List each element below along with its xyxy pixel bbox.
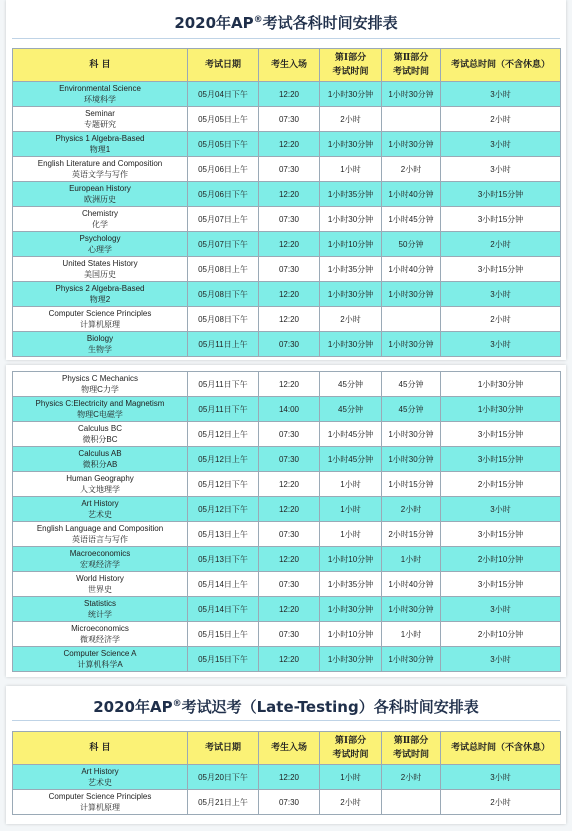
total-duration-cell: 1小时30分钟 bbox=[441, 397, 561, 422]
part1-duration-cell: 1小时30分钟 bbox=[320, 132, 382, 157]
part2-duration-cell: 1小时30分钟 bbox=[382, 647, 441, 672]
total-duration-cell: 3小时 bbox=[441, 332, 561, 357]
part2-duration-cell: 1小时45分钟 bbox=[382, 207, 441, 232]
entry-time-cell: 12:20 bbox=[259, 82, 320, 107]
part2-duration-cell: 1小时40分钟 bbox=[382, 572, 441, 597]
total-duration-cell: 3小时15分钟 bbox=[441, 207, 561, 232]
date-cell: 05月11日下午 bbox=[188, 397, 259, 422]
subject-chinese: 化学 bbox=[92, 220, 108, 229]
total-duration-cell: 3小时 bbox=[441, 82, 561, 107]
subject-cell bbox=[13, 282, 188, 307]
part2-duration-cell: 1小时30分钟 bbox=[382, 597, 441, 622]
header-subject: 科 目 bbox=[13, 732, 188, 765]
table-row bbox=[13, 82, 561, 107]
subject-chinese: 计算机原理 bbox=[80, 803, 120, 812]
part1-duration-cell: 1小时35分钟 bbox=[320, 182, 382, 207]
part2-duration-cell: 1小时40分钟 bbox=[382, 182, 441, 207]
subject-english: Environmental Science bbox=[59, 84, 141, 93]
header-date: 考试日期 bbox=[188, 49, 259, 82]
table-row bbox=[13, 182, 561, 207]
subject-english: Chemistry bbox=[81, 209, 118, 218]
subject-cell bbox=[13, 157, 188, 182]
date-cell: 05月20日下午 bbox=[188, 765, 259, 790]
entry-time-cell: 07:30 bbox=[259, 447, 320, 472]
table-body-main bbox=[13, 82, 561, 357]
subject-english: Seminar bbox=[85, 109, 115, 118]
part2-duration-cell: 1小时30分钟 bbox=[382, 447, 441, 472]
table-row bbox=[13, 282, 561, 307]
subject-cell bbox=[13, 182, 188, 207]
part2-duration-cell: 1小时30分钟 bbox=[382, 282, 441, 307]
date-cell: 05月15日下午 bbox=[188, 647, 259, 672]
subject-cell bbox=[13, 232, 188, 257]
subject-cell bbox=[13, 422, 188, 447]
part2-duration-cell: 1小时30分钟 bbox=[382, 422, 441, 447]
subject-english: Art History bbox=[81, 499, 119, 508]
subject-chinese: 微积分AB bbox=[82, 460, 118, 469]
header-part2: 第Ⅱ部分 考试时间 bbox=[382, 49, 441, 82]
entry-time-cell: 12:20 bbox=[259, 232, 320, 257]
table-row bbox=[13, 522, 561, 547]
total-duration-cell: 3小时 bbox=[441, 765, 561, 790]
entry-time-cell: 12:20 bbox=[259, 547, 320, 572]
part1-duration-cell: 1小时 bbox=[320, 522, 382, 547]
subject-chinese: 环境科学 bbox=[84, 95, 116, 104]
subject-english: Microeconomics bbox=[71, 624, 129, 633]
subject-chinese: 美国历史 bbox=[84, 270, 116, 279]
subject-english: Computer Science Principles bbox=[48, 309, 152, 318]
subject-cell bbox=[13, 597, 188, 622]
date-cell: 05月11日上午 bbox=[188, 332, 259, 357]
date-cell: 05月12日上午 bbox=[188, 447, 259, 472]
table-row bbox=[13, 372, 561, 397]
subject-cell bbox=[13, 447, 188, 472]
table-row bbox=[13, 132, 561, 157]
part2-duration-cell: 2小时15分钟 bbox=[382, 522, 441, 547]
table-row bbox=[13, 497, 561, 522]
entry-time-cell: 07:30 bbox=[259, 572, 320, 597]
table-row bbox=[13, 622, 561, 647]
part1-duration-cell: 1小时30分钟 bbox=[320, 282, 382, 307]
table-row bbox=[13, 472, 561, 497]
part1-duration-cell: 1小时10分钟 bbox=[320, 622, 382, 647]
part1-duration-cell: 1小时10分钟 bbox=[320, 547, 382, 572]
date-cell: 05月11日下午 bbox=[188, 372, 259, 397]
table-row bbox=[13, 547, 561, 572]
part1-duration-cell: 2小时 bbox=[320, 790, 382, 815]
subject-cell bbox=[13, 547, 188, 572]
header-part2: 第Ⅱ部分 考试时间 bbox=[382, 732, 441, 765]
late-table-body bbox=[13, 765, 561, 815]
date-cell: 05月14日上午 bbox=[188, 572, 259, 597]
subject-english: Human Geography bbox=[66, 474, 134, 483]
subject-cell bbox=[13, 522, 188, 547]
date-cell: 05月06日下午 bbox=[188, 182, 259, 207]
table-body-continued bbox=[13, 372, 561, 672]
header-total: 考试总时间（不含休息） bbox=[441, 732, 561, 765]
entry-time-cell: 12:20 bbox=[259, 597, 320, 622]
date-cell: 05月15日上午 bbox=[188, 622, 259, 647]
date-cell: 05月08日下午 bbox=[188, 282, 259, 307]
total-duration-cell: 3小时 bbox=[441, 647, 561, 672]
subject-chinese: 心理学 bbox=[88, 245, 112, 254]
subject-english: Statistics bbox=[83, 599, 116, 608]
subject-english: Calculus AB bbox=[78, 449, 122, 458]
part1-duration-cell: 1小时30分钟 bbox=[320, 82, 382, 107]
entry-time-cell: 07:30 bbox=[259, 622, 320, 647]
date-cell: 05月07日下午 bbox=[188, 232, 259, 257]
part1-duration-cell: 1小时 bbox=[320, 497, 382, 522]
part2-duration-cell bbox=[382, 307, 441, 332]
main-schedule-card bbox=[6, 0, 566, 360]
subject-chinese: 微积分BC bbox=[82, 435, 118, 444]
subject-english: English Literature and Composition bbox=[37, 159, 163, 168]
entry-time-cell: 07:30 bbox=[259, 522, 320, 547]
subject-english: Calculus BC bbox=[77, 424, 122, 433]
date-cell: 05月21日上午 bbox=[188, 790, 259, 815]
subject-cell bbox=[13, 647, 188, 672]
header-total: 考试总时间（不含休息） bbox=[441, 49, 561, 82]
late-testing-card bbox=[6, 686, 566, 824]
subject-chinese: 物理C电磁学 bbox=[77, 410, 123, 419]
part1-duration-cell: 1小时30分钟 bbox=[320, 647, 382, 672]
subject-cell bbox=[13, 372, 188, 397]
table-row bbox=[13, 765, 561, 790]
total-duration-cell: 3小时 bbox=[441, 597, 561, 622]
total-duration-cell: 2小时10分钟 bbox=[441, 547, 561, 572]
subject-cell bbox=[13, 472, 188, 497]
subject-cell bbox=[13, 207, 188, 232]
subject-english: Psychology bbox=[79, 234, 121, 243]
subject-chinese: 专题研究 bbox=[84, 120, 116, 129]
entry-time-cell: 12:20 bbox=[259, 765, 320, 790]
table-row bbox=[13, 157, 561, 182]
part2-duration-cell: 50分钟 bbox=[382, 232, 441, 257]
table-row bbox=[13, 597, 561, 622]
part1-duration-cell: 1小时 bbox=[320, 765, 382, 790]
subject-chinese: 艺术史 bbox=[88, 510, 112, 519]
total-duration-cell: 1小时30分钟 bbox=[441, 372, 561, 397]
subject-cell bbox=[13, 332, 188, 357]
part1-duration-cell: 1小时45分钟 bbox=[320, 447, 382, 472]
subject-cell bbox=[13, 82, 188, 107]
date-cell: 05月06日上午 bbox=[188, 157, 259, 182]
late-testing-title: 2020年AP®考试迟考（Late-Testing）各科时间安排表 bbox=[93, 698, 479, 716]
subject-english: Computer Science Principles bbox=[48, 792, 152, 801]
table-row bbox=[13, 790, 561, 815]
table-row bbox=[13, 257, 561, 282]
total-duration-cell: 2小时10分钟 bbox=[441, 622, 561, 647]
subject-english: Art History bbox=[81, 767, 119, 776]
part2-duration-cell bbox=[382, 790, 441, 815]
date-cell: 05月08日下午 bbox=[188, 307, 259, 332]
subject-cell bbox=[13, 790, 188, 815]
part2-duration-cell: 1小时30分钟 bbox=[382, 82, 441, 107]
subject-english: Physics C:Electricity and Magnetism bbox=[35, 399, 165, 408]
entry-time-cell: 12:20 bbox=[259, 372, 320, 397]
table-row bbox=[13, 207, 561, 232]
entry-time-cell: 07:30 bbox=[259, 422, 320, 447]
subject-chinese: 物理2 bbox=[89, 295, 111, 304]
part2-duration-cell: 1小时40分钟 bbox=[382, 257, 441, 282]
subject-cell bbox=[13, 497, 188, 522]
table-row bbox=[13, 647, 561, 672]
total-duration-cell: 2小时 bbox=[441, 232, 561, 257]
part2-duration-cell: 1小时30分钟 bbox=[382, 132, 441, 157]
subject-english: Physics 1 Algebra-Based bbox=[55, 134, 145, 143]
subject-cell bbox=[13, 257, 188, 282]
entry-time-cell: 07:30 bbox=[259, 332, 320, 357]
title-divider bbox=[12, 38, 560, 39]
subject-english: Physics 2 Algebra-Based bbox=[55, 284, 145, 293]
subject-chinese: 英语文学与写作 bbox=[72, 170, 128, 179]
part2-duration-cell: 45分钟 bbox=[382, 372, 441, 397]
schedule-table-main bbox=[12, 48, 561, 357]
main-title: 2020年AP®考试各科时间安排表 bbox=[174, 14, 398, 32]
part1-duration-cell: 1小时35分钟 bbox=[320, 572, 382, 597]
part1-duration-cell: 1小时30分钟 bbox=[320, 332, 382, 357]
total-duration-cell: 3小时15分钟 bbox=[441, 422, 561, 447]
entry-time-cell: 07:30 bbox=[259, 257, 320, 282]
date-cell: 05月12日下午 bbox=[188, 472, 259, 497]
header-part1: 第Ⅰ部分 考试时间 bbox=[320, 732, 382, 765]
subject-cell bbox=[13, 765, 188, 790]
subject-chinese: 宏观经济学 bbox=[80, 560, 120, 569]
part2-duration-cell: 1小时30分钟 bbox=[382, 332, 441, 357]
date-cell: 05月13日下午 bbox=[188, 547, 259, 572]
late-testing-table bbox=[12, 731, 561, 815]
part1-duration-cell: 45分钟 bbox=[320, 372, 382, 397]
subject-chinese: 生物学 bbox=[88, 345, 112, 354]
subject-english: English Language and Composition bbox=[36, 524, 164, 533]
entry-time-cell: 12:20 bbox=[259, 282, 320, 307]
part2-duration-cell: 1小时 bbox=[382, 622, 441, 647]
entry-time-cell: 12:20 bbox=[259, 307, 320, 332]
total-duration-cell: 2小时 bbox=[441, 307, 561, 332]
date-cell: 05月05日下午 bbox=[188, 132, 259, 157]
entry-time-cell: 12:20 bbox=[259, 497, 320, 522]
total-duration-cell: 2小时15分钟 bbox=[441, 472, 561, 497]
subject-english: World History bbox=[76, 574, 124, 583]
part2-duration-cell: 2小时 bbox=[382, 497, 441, 522]
subject-chinese: 物理1 bbox=[89, 145, 111, 154]
total-duration-cell: 3小时 bbox=[441, 282, 561, 307]
table-row bbox=[13, 307, 561, 332]
table-row bbox=[13, 447, 561, 472]
subject-english: Computer Science A bbox=[63, 649, 137, 658]
header-entry: 考生入场 bbox=[259, 732, 320, 765]
entry-time-cell: 12:20 bbox=[259, 647, 320, 672]
late-table-header-row bbox=[13, 732, 561, 765]
header-entry: 考生入场 bbox=[259, 49, 320, 82]
total-duration-cell: 3小时 bbox=[441, 132, 561, 157]
part1-duration-cell: 1小时45分钟 bbox=[320, 422, 382, 447]
subject-chinese: 英语语言与写作 bbox=[72, 535, 128, 544]
subject-chinese: 计算机原理 bbox=[80, 320, 120, 329]
part1-duration-cell: 2小时 bbox=[320, 107, 382, 132]
entry-time-cell: 12:20 bbox=[259, 182, 320, 207]
part1-duration-cell: 1小时 bbox=[320, 472, 382, 497]
table-row bbox=[13, 422, 561, 447]
total-duration-cell: 2小时 bbox=[441, 107, 561, 132]
date-cell: 05月07日上午 bbox=[188, 207, 259, 232]
schedule-table-continued bbox=[12, 371, 561, 672]
total-duration-cell: 3小时15分钟 bbox=[441, 447, 561, 472]
part1-duration-cell: 1小时35分钟 bbox=[320, 257, 382, 282]
part2-duration-cell: 2小时 bbox=[382, 765, 441, 790]
total-duration-cell: 3小时 bbox=[441, 157, 561, 182]
table-row bbox=[13, 572, 561, 597]
date-cell: 05月14日下午 bbox=[188, 597, 259, 622]
entry-time-cell: 07:30 bbox=[259, 207, 320, 232]
total-duration-cell: 2小时 bbox=[441, 790, 561, 815]
total-duration-cell: 3小时15分钟 bbox=[441, 522, 561, 547]
entry-time-cell: 12:20 bbox=[259, 132, 320, 157]
subject-chinese: 世界史 bbox=[88, 585, 112, 594]
part2-duration-cell: 1小时15分钟 bbox=[382, 472, 441, 497]
table-row bbox=[13, 232, 561, 257]
table-row bbox=[13, 397, 561, 422]
late-title-divider bbox=[12, 720, 560, 721]
subject-cell bbox=[13, 132, 188, 157]
date-cell: 05月13日上午 bbox=[188, 522, 259, 547]
subject-english: Physics C Mechanics bbox=[61, 374, 139, 383]
entry-time-cell: 07:30 bbox=[259, 157, 320, 182]
subject-english: United States History bbox=[62, 259, 138, 268]
date-cell: 05月04日下午 bbox=[188, 82, 259, 107]
subject-chinese: 微观经济学 bbox=[80, 635, 120, 644]
header-subject: 科 目 bbox=[13, 49, 188, 82]
subject-english: Macroeconomics bbox=[69, 549, 131, 558]
entry-time-cell: 12:20 bbox=[259, 472, 320, 497]
total-duration-cell: 3小时15分钟 bbox=[441, 182, 561, 207]
subject-chinese: 统计学 bbox=[88, 610, 112, 619]
part2-duration-cell: 1小时 bbox=[382, 547, 441, 572]
subject-cell bbox=[13, 397, 188, 422]
subject-cell bbox=[13, 307, 188, 332]
total-duration-cell: 3小时15分钟 bbox=[441, 257, 561, 282]
subject-chinese: 艺术史 bbox=[88, 778, 112, 787]
part1-duration-cell: 1小时10分钟 bbox=[320, 232, 382, 257]
part2-duration-cell bbox=[382, 107, 441, 132]
part2-duration-cell: 45分钟 bbox=[382, 397, 441, 422]
part1-duration-cell: 1小时30分钟 bbox=[320, 207, 382, 232]
main-schedule-continued-card bbox=[6, 365, 566, 677]
subject-chinese: 物理C力学 bbox=[81, 385, 119, 394]
table-header-row bbox=[13, 49, 561, 82]
header-date: 考试日期 bbox=[188, 732, 259, 765]
date-cell: 05月08日上午 bbox=[188, 257, 259, 282]
subject-chinese: 欧洲历史 bbox=[84, 195, 116, 204]
subject-cell bbox=[13, 107, 188, 132]
part1-duration-cell: 1小时 bbox=[320, 157, 382, 182]
subject-cell bbox=[13, 572, 188, 597]
date-cell: 05月05日上午 bbox=[188, 107, 259, 132]
header-part1: 第Ⅰ部分 考试时间 bbox=[320, 49, 382, 82]
subject-chinese: 人文地理学 bbox=[80, 485, 120, 494]
part2-duration-cell: 2小时 bbox=[382, 157, 441, 182]
subject-english: European History bbox=[69, 184, 131, 193]
part1-duration-cell: 45分钟 bbox=[320, 397, 382, 422]
subject-chinese: 计算机科学A bbox=[77, 660, 123, 669]
date-cell: 05月12日下午 bbox=[188, 497, 259, 522]
part1-duration-cell: 2小时 bbox=[320, 307, 382, 332]
table-row bbox=[13, 107, 561, 132]
total-duration-cell: 3小时15分钟 bbox=[441, 572, 561, 597]
entry-time-cell: 14:00 bbox=[259, 397, 320, 422]
part1-duration-cell: 1小时30分钟 bbox=[320, 597, 382, 622]
table-row bbox=[13, 332, 561, 357]
date-cell: 05月12日上午 bbox=[188, 422, 259, 447]
subject-english: Biology bbox=[86, 334, 114, 343]
total-duration-cell: 3小时 bbox=[441, 497, 561, 522]
subject-cell bbox=[13, 622, 188, 647]
entry-time-cell: 07:30 bbox=[259, 790, 320, 815]
entry-time-cell: 07:30 bbox=[259, 107, 320, 132]
